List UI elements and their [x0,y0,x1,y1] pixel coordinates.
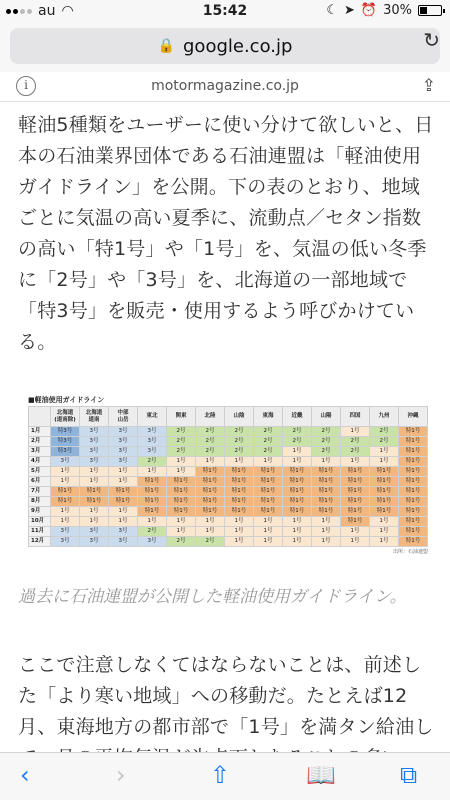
grade-cell: 3号 [109,427,138,437]
grade-cell: 特1号 [254,467,283,477]
grade-cell: 2号 [167,447,196,457]
grade-cell: 特1号 [196,467,225,477]
grade-cell: 特1号 [399,497,428,507]
grade-cell: 2号 [370,427,399,437]
month-cell: 8月 [29,497,51,507]
grade-cell: 特1号 [283,487,312,497]
share-button[interactable]: ⇧ [210,761,231,789]
grade-cell: 特1号 [80,497,109,507]
grade-cell: 3号 [109,437,138,447]
grade-cell: 1号 [138,517,167,527]
site-bar [0,72,450,102]
grade-cell: 特1号 [196,487,225,497]
grade-cell: 特3号 [51,427,80,437]
month-cell: 4月 [29,457,51,467]
table-body [29,427,428,547]
month-cell: 10月 [29,517,51,527]
grade-cell: 特1号 [225,487,254,497]
status-time: 15:42 [202,3,248,19]
grade-cell: 1号 [370,537,399,547]
grade-cell: 特1号 [341,517,370,527]
grade-cell: 2号 [167,427,196,437]
grade-cell: 特1号 [370,467,399,477]
grade-cell: 特1号 [399,487,428,497]
grade-cell: 特1号 [51,497,80,507]
url-bar [0,22,450,72]
grade-cell: 特1号 [254,507,283,517]
grade-cell: 3号 [80,457,109,467]
grade-cell: 特1号 [254,487,283,497]
figure-title: ■軽油使用ガイドライン [28,396,105,404]
grade-cell: 1号 [167,467,196,477]
table-row [29,507,428,517]
grade-cell: 特1号 [399,517,428,527]
grade-cell: 特1号 [254,477,283,487]
grade-cell: 2号 [370,437,399,447]
grade-cell: 3号 [138,537,167,547]
forward-button[interactable]: › [116,761,126,789]
grade-cell: 特1号 [341,477,370,487]
grade-cell: 特1号 [51,487,80,497]
month-cell: 11月 [29,527,51,537]
table-row [29,497,428,507]
month-cell: 3月 [29,447,51,457]
region-header: 北海道 (道南除) [51,407,80,427]
grade-cell: 3号 [138,427,167,437]
grade-cell: 特1号 [196,497,225,507]
address-field[interactable] [10,28,440,64]
region-header: 九州 [370,407,399,427]
month-cell: 12月 [29,537,51,547]
battery-icon [418,5,442,16]
grade-cell: 特1号 [283,477,312,487]
grade-cell: 1号 [283,527,312,537]
grade-cell: 1号 [312,517,341,527]
month-cell: 1月 [29,427,51,437]
article-paragraph: 軽油5種類をユーザーに使い分けて欲しいと、日本の石油業界団体である石油連盟は「軽油使用ガイドライン」を公開。下の表のとおり、地域ごとに気温の高い夏季に、流動点／セタン指数の高い「特1号」や「1号」を、気温の低い冬季に「2号」や「3号」を、北海道の一部地域で「特3号」を販売・使用するよう呼びかけている。 [18,114,434,353]
grade-cell: 特1号 [283,467,312,477]
region-header: 山陰 [225,407,254,427]
region-header: 北陸 [196,407,225,427]
grade-cell: 3号 [80,527,109,537]
grade-cell: 特1号 [167,497,196,507]
battery-percent: 30% [383,3,412,18]
grade-cell: 1号 [283,457,312,467]
grade-cell: 3号 [80,427,109,437]
grade-cell: 特1号 [196,477,225,487]
grade-cell: 特1号 [341,487,370,497]
grade-cell: 特1号 [399,427,428,437]
grade-cell: 1号 [109,477,138,487]
grade-cell: 2号 [225,447,254,457]
table-row [29,457,428,467]
lock-icon: 🔒 [157,38,175,54]
grade-cell: 特1号 [399,467,428,477]
grade-cell: 1号 [167,527,196,537]
grade-cell: 1号 [196,517,225,527]
grade-cell: 1号 [51,507,80,517]
grade-cell: 1号 [254,527,283,537]
grade-cell: 3号 [80,437,109,447]
grade-cell: 特1号 [341,467,370,477]
region-header: 山陽 [312,407,341,427]
browser-toolbar [0,752,450,800]
grade-cell: 1号 [51,467,80,477]
grade-cell: 2号 [312,447,341,457]
grade-cell: 特1号 [370,487,399,497]
site-domain: motormagazine.co.jp [151,78,299,94]
grade-cell: 特1号 [167,487,196,497]
grade-cell: 特1号 [138,477,167,487]
grade-cell: 1号 [254,457,283,467]
grade-cell: 2号 [196,447,225,457]
grade-cell: 3号 [51,457,80,467]
grade-cell: 特3号 [51,437,80,447]
grade-cell: 2号 [254,427,283,437]
month-cell: 5月 [29,467,51,477]
month-cell: 2月 [29,437,51,447]
bookmarks-button[interactable]: 📖 [306,761,336,789]
grade-cell: 2号 [225,437,254,447]
grade-cell: 1号 [370,447,399,457]
reload-icon[interactable]: ↻ [423,28,440,52]
table-row [29,437,428,447]
location-icon: ➤ [344,3,355,18]
region-header: 東海 [254,407,283,427]
grade-cell: 2号 [341,437,370,447]
grade-cell: 特1号 [399,527,428,537]
grade-cell: 2号 [283,437,312,447]
grade-cell: 1号 [196,527,225,537]
grade-cell: 特1号 [167,507,196,517]
grade-cell: 1号 [51,477,80,487]
grade-cell: 2号 [167,537,196,547]
grade-cell: 1号 [283,447,312,457]
grade-cell: 1号 [167,517,196,527]
grade-cell: 特1号 [225,477,254,487]
grade-cell: 1号 [138,467,167,477]
share-icon[interactable]: ⇪ [421,76,436,96]
grade-cell: 特1号 [399,457,428,467]
tabs-button[interactable]: ⧉ [400,761,418,789]
grade-cell: 1号 [283,537,312,547]
grade-cell: 1号 [80,467,109,477]
figure-source: 出所：石油連盟 [392,549,428,555]
table-row [29,477,428,487]
grade-cell: 2号 [254,437,283,447]
table-corner [29,407,51,427]
grade-cell: 1号 [196,457,225,467]
grade-cell: 2号 [196,537,225,547]
table-row [29,427,428,437]
moon-icon: ☾ [326,3,338,18]
grade-cell: 3号 [138,447,167,457]
grade-cell: 1号 [341,527,370,537]
wifi-icon: ◠ [61,3,74,19]
grade-cell: 1号 [254,537,283,547]
grade-cell: 3号 [51,527,80,537]
grade-cell: 3号 [109,537,138,547]
info-icon[interactable]: i [16,76,36,96]
article-content [0,102,450,752]
grade-cell: 特1号 [138,497,167,507]
grade-cell: 1号 [312,527,341,537]
table-row [29,487,428,497]
grade-cell: 3号 [109,447,138,457]
grade-cell: 特1号 [399,537,428,547]
grade-cell: 特1号 [283,507,312,517]
grade-cell: 特1号 [312,507,341,517]
grade-cell: 1号 [312,537,341,547]
table-row [29,527,428,537]
grade-cell: 特1号 [138,487,167,497]
grade-cell: 1号 [341,537,370,547]
address-host: google.co.jp [183,35,293,57]
grade-cell: 1号 [341,427,370,437]
grade-cell: 2号 [196,427,225,437]
grade-cell: 特1号 [399,477,428,487]
back-button[interactable]: ‹ [20,761,30,789]
grade-cell: 2号 [312,437,341,447]
grade-cell: 特3号 [51,447,80,457]
grade-cell: 特1号 [399,437,428,447]
region-header: 中部 山岳 [109,407,138,427]
grade-cell: 特1号 [312,487,341,497]
grade-cell: 特1号 [312,467,341,477]
grade-cell: 3号 [109,527,138,537]
table-row [29,467,428,477]
grade-cell: 特1号 [370,477,399,487]
grade-cell: 特1号 [138,507,167,517]
article-paragraph: ここで注意しなくてはならないことは、前述した「より寒い地域」への移動だ。たとえば12月、東海地方の都市部で「1号」を満タン給油し [18,654,434,738]
region-header: 東北 [138,407,167,427]
month-cell: 9月 [29,507,51,517]
grade-cell: 1号 [225,457,254,467]
grade-cell: 1号 [283,517,312,527]
grade-cell: 1号 [370,457,399,467]
grade-cell: 1号 [80,477,109,487]
grade-cell: 特1号 [341,497,370,507]
grade-cell: 特1号 [283,497,312,507]
carrier-label: au [38,3,56,19]
grade-cell: 特1号 [109,487,138,497]
grade-cell: 特1号 [254,497,283,507]
grade-cell: 2号 [196,437,225,447]
guideline-table [28,406,428,547]
grade-cell: 特1号 [312,477,341,487]
grade-cell: 1号 [167,457,196,467]
grade-cell: 特1号 [225,467,254,477]
grade-cell: 1号 [254,517,283,527]
grade-cell: 2号 [138,527,167,537]
grade-cell: 1号 [370,527,399,537]
month-cell: 6月 [29,477,51,487]
grade-cell: 1号 [225,537,254,547]
grade-cell: 2号 [167,437,196,447]
grade-cell: 2号 [138,457,167,467]
table-row [29,447,428,457]
alarm-icon: ⏰ [360,3,378,18]
grade-cell: 1号 [225,517,254,527]
grade-cell: 特1号 [370,497,399,507]
grade-cell: 3号 [138,437,167,447]
guideline-figure [28,394,428,572]
region-header: 沖縄 [399,407,428,427]
grade-cell: 3号 [109,457,138,467]
region-header: 四国 [341,407,370,427]
grade-cell: 特1号 [341,507,370,517]
grade-cell: 2号 [254,447,283,457]
grade-cell: 特1号 [312,497,341,507]
table-row [29,517,428,527]
grade-cell: 1号 [80,517,109,527]
table-header-row [29,407,428,427]
grade-cell: 3号 [80,537,109,547]
figure-caption: 過去に石油連盟が公開した軽油使用ガイドライン。 [18,587,407,607]
grade-cell: 1号 [341,457,370,467]
grade-cell: 1号 [312,457,341,467]
grade-cell: 1号 [109,507,138,517]
grade-cell: 特1号 [167,477,196,487]
table-row [29,537,428,547]
grade-cell: 2号 [225,427,254,437]
grade-cell: 2号 [283,427,312,437]
month-cell: 7月 [29,487,51,497]
grade-cell: 1号 [225,527,254,537]
grade-cell: 1号 [109,467,138,477]
grade-cell: 1号 [370,517,399,527]
status-bar [0,0,450,22]
grade-cell: 特1号 [225,497,254,507]
grade-cell: 特1号 [399,447,428,457]
grade-cell: 1号 [80,507,109,517]
grade-cell: 2号 [341,447,370,457]
status-right [326,3,442,18]
grade-cell: 特1号 [80,487,109,497]
grade-cell: 特1号 [370,507,399,517]
grade-cell: 特1号 [109,497,138,507]
region-header: 関東 [167,407,196,427]
grade-cell: 特1号 [196,507,225,517]
grade-cell: 2号 [312,427,341,437]
grade-cell: 特1号 [225,507,254,517]
region-header: 近畿 [283,407,312,427]
grade-cell: 3号 [51,537,80,547]
grade-cell: 3号 [80,447,109,457]
grade-cell: 1号 [51,517,80,527]
grade-cell: 特1号 [399,507,428,517]
grade-cell: 1号 [109,517,138,527]
region-header: 北海道 道南 [80,407,109,427]
